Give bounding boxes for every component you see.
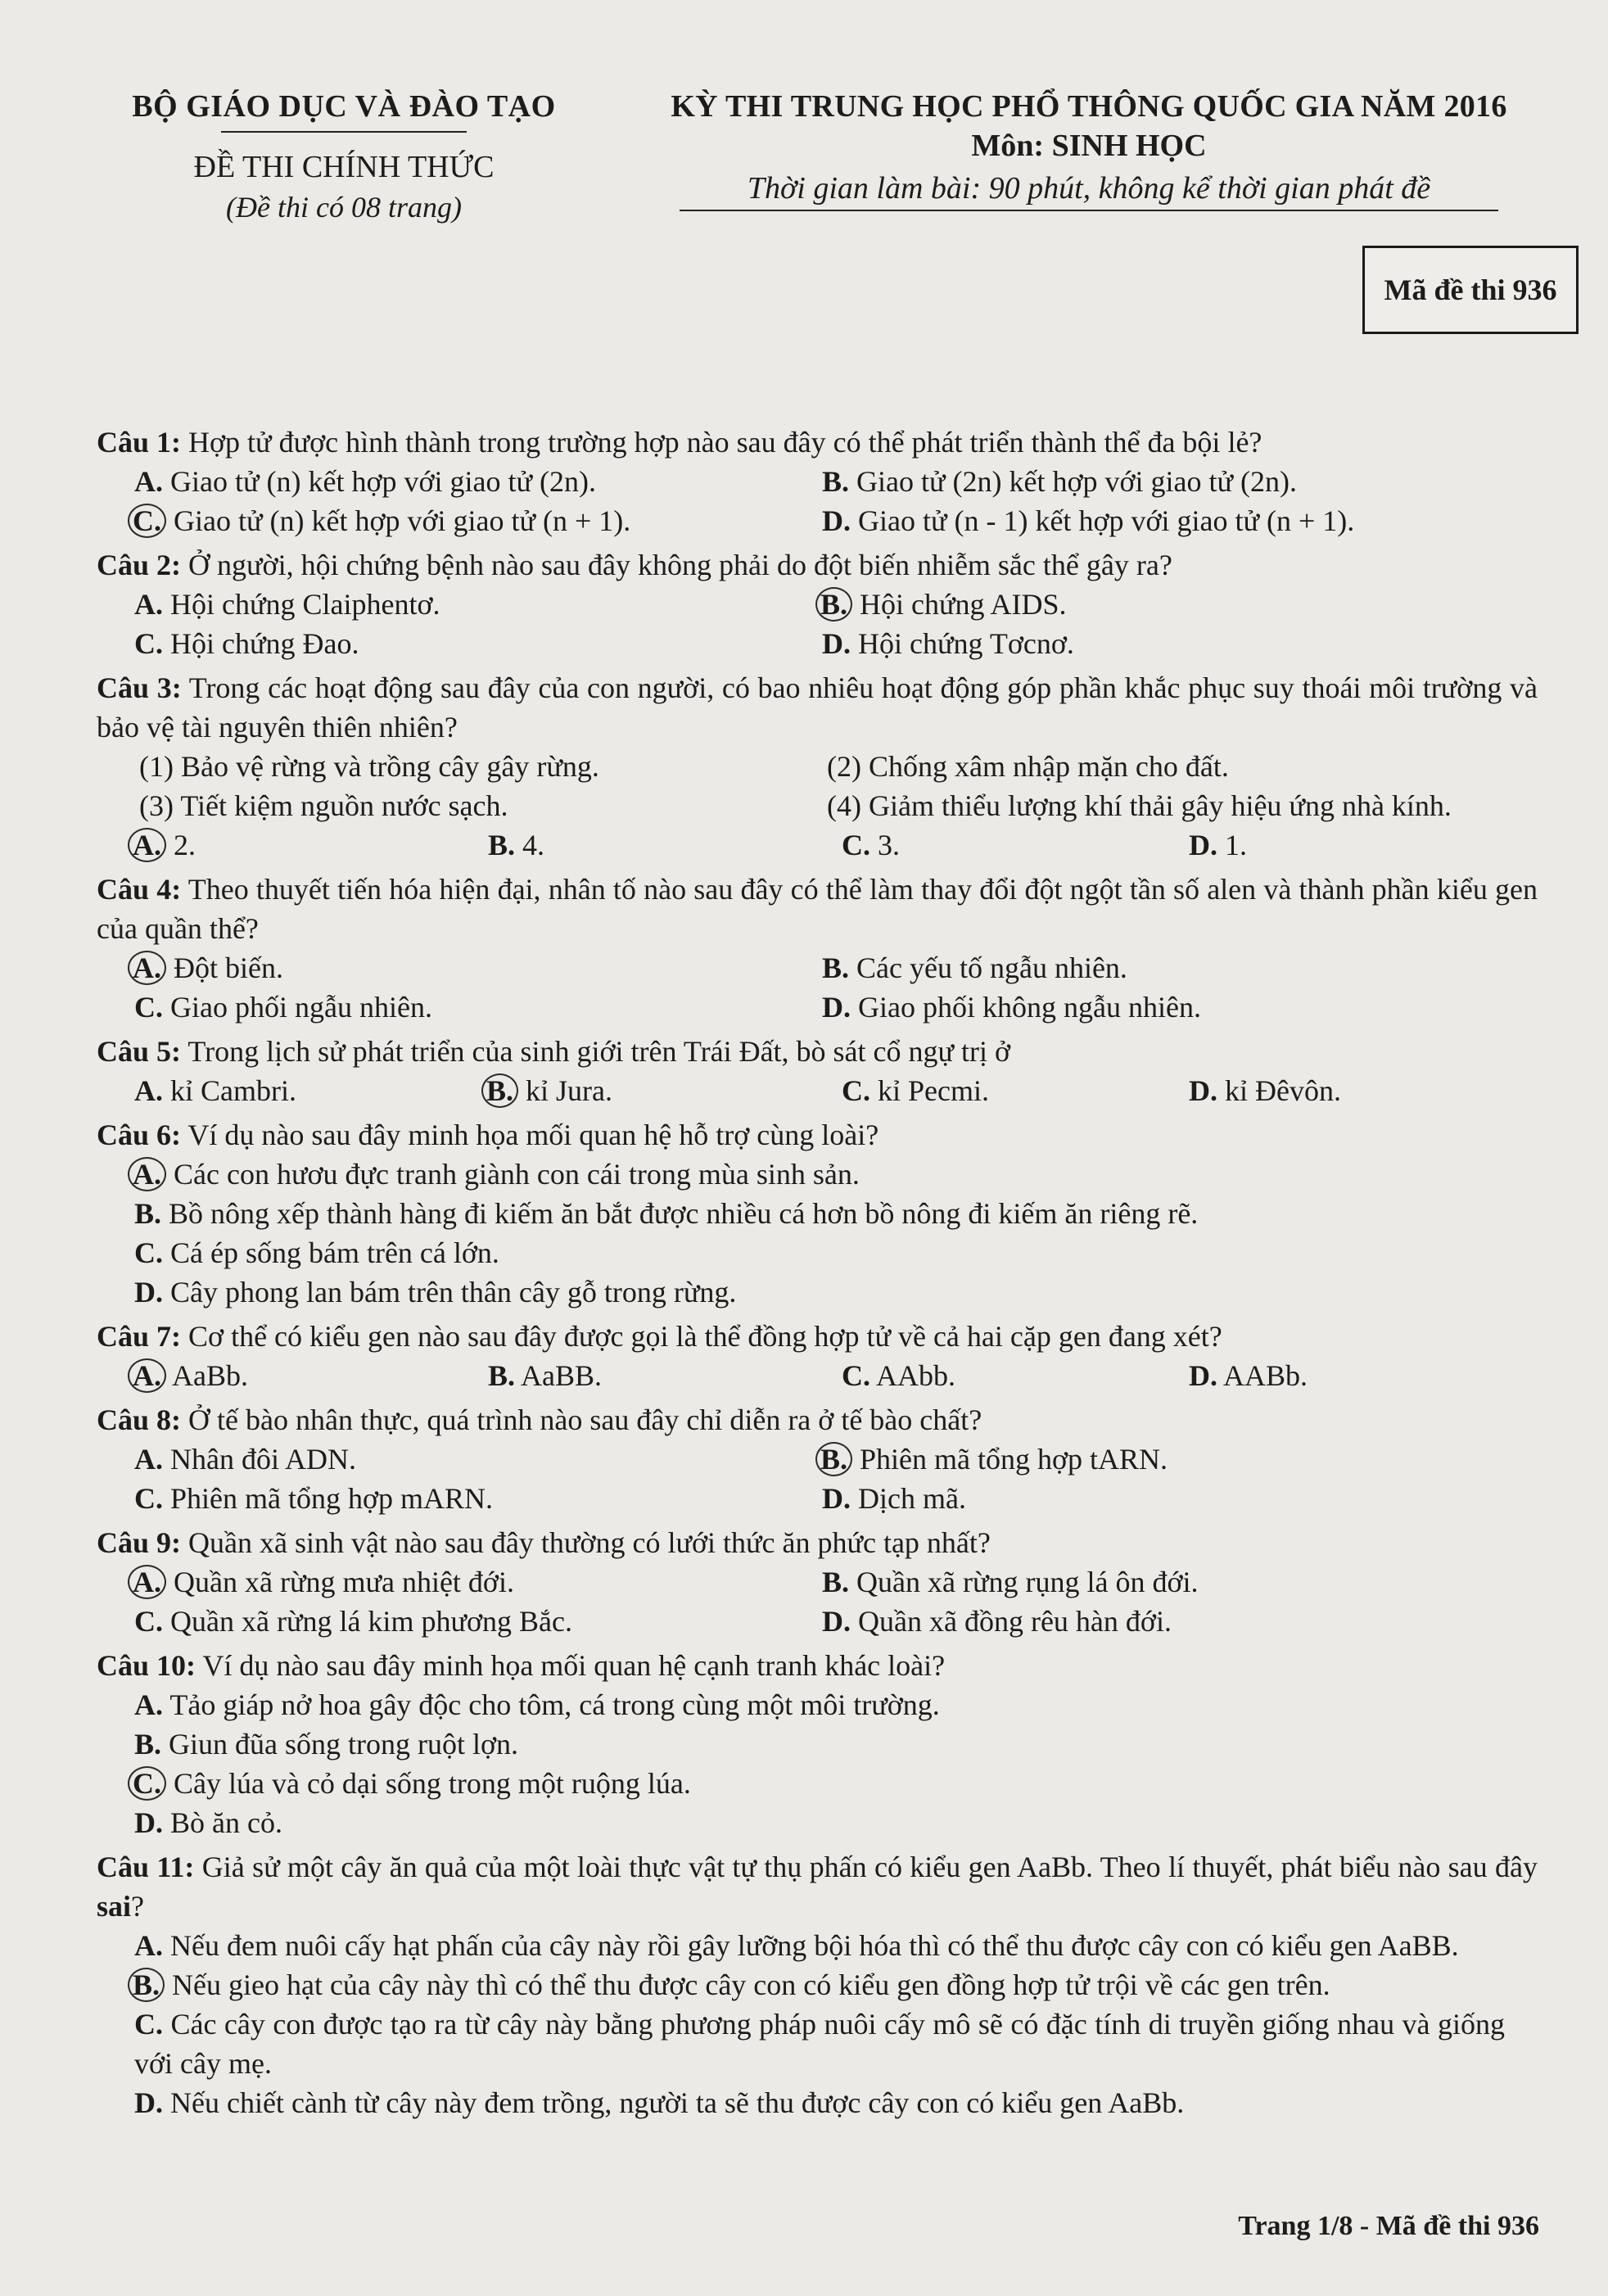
question-7 — [97, 1317, 1538, 1395]
option-d[interactable]: D. AABb. — [1189, 1359, 1308, 1392]
question-number: Câu 1: — [97, 426, 182, 459]
circled-answer-mark: A. — [128, 1157, 166, 1191]
circled-answer-mark: A. — [128, 951, 166, 985]
question-11 — [97, 1847, 1538, 2122]
question-number: Câu 6: — [97, 1119, 182, 1151]
options — [97, 1071, 1538, 1110]
option-d[interactable]: D. Bò ăn cỏ. — [134, 1806, 282, 1839]
question-text: Ở tế bào nhân thực, quá trình nào sau đây chỉ diễn ra ở tế bào chất? — [188, 1403, 982, 1436]
circled-answer-mark: A. — [128, 1565, 166, 1599]
exam-code-box: Mã đề thi 936 — [1362, 246, 1579, 334]
question-stem — [97, 423, 1538, 462]
circled-answer-mark: C. — [128, 1766, 166, 1801]
question-6 — [97, 1115, 1538, 1312]
options — [97, 462, 1538, 540]
option-c[interactable]: C. Giao tử (n) kết hợp với giao tử (n + 1). — [134, 501, 812, 540]
option-c[interactable]: C. Quần xã rừng lá kim phương Bắc. — [134, 1605, 572, 1638]
options — [97, 585, 1538, 663]
options — [97, 1926, 1538, 2122]
circled-answer-mark: B. — [815, 1442, 852, 1476]
option-d[interactable]: D. Dịch mã. — [822, 1482, 966, 1515]
question-text: Ví dụ nào sau đây minh họa mối quan hệ hỗ trợ cùng loài? — [187, 1119, 879, 1151]
option-d[interactable]: D. Giao phối không ngẫu nhiên. — [822, 991, 1201, 1024]
ministry-underline — [221, 131, 467, 133]
option-a[interactable]: A. Tảo giáp nở hoa gây độc cho tôm, cá trong cùng một môi trường. — [134, 1688, 940, 1721]
option-a[interactable]: A. Hội chứng Claiphentơ. — [134, 588, 440, 621]
option-d[interactable]: D. Quần xã đồng rêu hàn đới. — [822, 1605, 1172, 1638]
option-b[interactable]: B. Nếu gieo hạt của cây này thì có thể thu được cây con có kiểu gen đồng hợp tử trội về các gen trên. — [134, 1965, 1505, 2004]
circled-answer-mark: C. — [128, 504, 166, 538]
option-c[interactable]: C. Hội chứng Đao. — [134, 627, 359, 660]
circled-answer-mark: B. — [128, 1968, 165, 2002]
option-c[interactable]: C. Cây lúa và cỏ dại sống trong một ruộng lúa. — [134, 1764, 1505, 1803]
question-stem — [97, 1115, 1538, 1155]
question-stem — [97, 1032, 1538, 1071]
option-b[interactable]: B. Hội chứng AIDS. — [822, 585, 1538, 624]
option-b[interactable]: B. Quần xã rừng rụng lá ôn đới. — [822, 1566, 1199, 1598]
option-a[interactable]: A. Các con hươu đực tranh giành con cái trong mùa sinh sản. — [134, 1155, 1505, 1194]
statement-3: (3) Tiết kiệm nguồn nước sạch. — [139, 789, 508, 822]
option-c[interactable]: C. Cá ép sống bám trên cá lớn. — [134, 1236, 499, 1269]
ministry-name: BỘ GIÁO DỤC VÀ ĐÀO TẠO — [132, 89, 556, 124]
duration-underline — [680, 210, 1498, 211]
page-footer: Trang 1/8 - Mã đề thi 936 — [1238, 2211, 1539, 2241]
question-text: Quần xã sinh vật nào sau đây thường có lưới thức ăn phức tạp nhất? — [188, 1526, 991, 1559]
option-c[interactable]: C. Các cây con được tạo ra từ cây này bằng phương pháp nuôi cấy mô sẽ có đặc tính di truyền giống nhau và giống với cây mẹ. — [134, 2008, 1506, 2080]
question-text: Trong các hoạt động sau đây của con người, có bao nhiêu hoạt động góp phần khắc phục suy thoái môi trường và bảo vệ tài nguyên thiên nhiên? — [97, 671, 1538, 743]
circled-answer-mark: A. — [128, 828, 166, 862]
option-d[interactable]: D. Hội chứng Tơcnơ. — [822, 627, 1074, 660]
question-1 — [97, 423, 1538, 540]
option-d[interactable]: D. Nếu chiết cành từ cây này đem trồng, người ta sẽ thu được cây con có kiểu gen AaBb. — [134, 2086, 1185, 2119]
question-8 — [97, 1400, 1538, 1518]
question-4 — [97, 870, 1538, 1027]
option-a[interactable]: A. Đột biến. — [134, 948, 812, 988]
statements — [97, 747, 1538, 825]
option-b[interactable]: B. Bồ nông xếp thành hàng đi kiếm ăn bắt được nhiều cá hơn bồ nông đi kiếm ăn riêng rẽ. — [134, 1197, 1199, 1230]
question-text: Ví dụ nào sau đây minh họa mối quan hệ cạnh tranh khác loài? — [202, 1649, 946, 1682]
option-b[interactable]: B. AaBB. — [488, 1359, 603, 1392]
question-number: Câu 3: — [97, 671, 182, 704]
option-b[interactable]: B. kỉ Jura. — [488, 1071, 832, 1110]
statement-4: (4) Giảm thiểu lượng khí thải gây hiệu ứng nhà kính. — [827, 789, 1452, 822]
question-stem — [97, 545, 1538, 585]
question-2 — [97, 545, 1538, 663]
question-10 — [97, 1646, 1538, 1842]
option-c[interactable]: C. 3. — [842, 829, 900, 861]
header-left — [98, 88, 589, 224]
options — [97, 1356, 1538, 1395]
option-a[interactable]: A. Quần xã rừng mưa nhiệt đới. — [134, 1562, 812, 1602]
options — [97, 1440, 1538, 1518]
question-text: Cơ thể có kiểu gen nào sau đây được gọi là thể đồng hợp tử về cả hai cặp gen đang xét? — [188, 1320, 1222, 1353]
question-stem — [97, 1646, 1538, 1685]
question-list — [97, 423, 1538, 2127]
circled-answer-mark: B. — [481, 1073, 518, 1108]
question-stem — [97, 1523, 1538, 1562]
options — [97, 1685, 1538, 1842]
option-b[interactable]: B. Giao tử (2n) kết hợp với giao tử (2n). — [822, 465, 1298, 498]
question-number: Câu 9: — [97, 1526, 182, 1559]
option-b[interactable]: B. 4. — [488, 829, 545, 861]
option-c[interactable]: C. AAbb. — [842, 1359, 956, 1392]
options — [97, 1155, 1538, 1312]
header-right — [622, 88, 1556, 211]
official-exam-label: ĐỀ THI CHÍNH THỨC — [193, 150, 495, 184]
question-text: Trong lịch sử phát triển của sinh giới trên Trái Đất, bò sát cổ ngự trị ở — [187, 1035, 1011, 1068]
exam-duration: Thời gian làm bài: 90 phút, không kể thời gian phát đề — [747, 171, 1431, 206]
option-c[interactable]: C. kỉ Pecmi. — [842, 1074, 989, 1107]
option-a[interactable]: A. AaBb. — [134, 1356, 478, 1395]
question-number: Câu 10: — [97, 1649, 196, 1682]
statement-2: (2) Chống xâm nhập mặn cho đất. — [827, 750, 1229, 783]
option-c[interactable]: C. Phiên mã tổng hợp mARN. — [134, 1482, 494, 1515]
question-text: Giả sử một cây ăn quả của một loài thực vật tự thụ phấn có kiểu gen AaBb. Theo lí thuyết, phát biểu nào sau đây — [201, 1851, 1538, 1883]
question-number: Câu 4: — [97, 873, 182, 906]
page-count-note: (Đề thi có 08 trang) — [226, 191, 462, 224]
options — [97, 1562, 1538, 1641]
question-number: Câu 8: — [97, 1403, 182, 1436]
option-b[interactable]: B. Các yếu tố ngẫu nhiên. — [822, 951, 1127, 984]
option-d[interactable]: D. Giao tử (n - 1) kết hợp với giao tử (n + 1). — [822, 504, 1355, 537]
question-9 — [97, 1523, 1538, 1641]
question-number: Câu 7: — [97, 1320, 182, 1353]
question-number: Câu 2: — [97, 549, 182, 581]
question-stem — [97, 1317, 1538, 1356]
question-3 — [97, 668, 1538, 865]
question-number: Câu 5: — [97, 1035, 182, 1068]
option-a[interactable]: A. kỉ Cambri. — [134, 1074, 296, 1107]
option-a[interactable]: A. 2. — [134, 825, 478, 865]
question-text: Theo thuyết tiến hóa hiện đại, nhân tố nào sau đây có thể làm thay đổi đột ngột tần số alen và thành phần kiểu gen của quần thể? — [97, 873, 1538, 945]
question-stem — [97, 1400, 1538, 1440]
option-b[interactable]: B. Phiên mã tổng hợp tARN. — [822, 1440, 1538, 1479]
question-text: Hợp tử được hình thành trong trường hợp nào sau đây có thể phát triển thành thể đa bội lẻ? — [188, 426, 1262, 459]
question-stem — [97, 668, 1538, 747]
option-d[interactable]: D. Cây phong lan bám trên thân cây gỗ trong rừng. — [134, 1276, 737, 1308]
circled-answer-mark: B. — [815, 587, 852, 621]
question-number: Câu 11: — [97, 1851, 195, 1883]
option-d[interactable]: D. 1. — [1189, 829, 1247, 861]
option-a[interactable]: A. Giao tử (n) kết hợp với giao tử (2n). — [134, 465, 596, 498]
option-a[interactable]: A. Nếu đem nuôi cấy hạt phấn của cây này rồi gây lưỡng bội hóa thì có thể thu được cây con có kiểu gen AaBB. — [134, 1929, 1459, 1962]
options — [97, 948, 1538, 1027]
options — [97, 825, 1538, 865]
question-stem: Câu 11: Giả sử một cây ăn quả của một loài thực vật tự thụ phấn có kiểu gen AaBb. Theo lí thuyết, phát biểu nào sau đây sai? — [97, 1851, 1538, 1923]
question-emphasis: sai — [97, 1890, 132, 1923]
circled-answer-mark: A. — [128, 1358, 166, 1393]
exam-title: KỲ THI TRUNG HỌC PHỔ THÔNG QUỐC GIA NĂM 2016 — [671, 89, 1507, 124]
question-stem — [97, 870, 1538, 948]
question-text: Ở người, hội chứng bệnh nào sau đây không phải do đột biến nhiễm sắc thể gây ra? — [188, 549, 1172, 581]
statement-1: (1) Bảo vệ rừng và trồng cây gây rừng. — [139, 750, 599, 783]
option-d[interactable]: D. kỉ Đêvôn. — [1189, 1074, 1341, 1107]
option-a[interactable]: A. Nhân đôi ADN. — [134, 1443, 356, 1476]
question-5 — [97, 1032, 1538, 1110]
exam-subject: Môn: SINH HỌC — [971, 129, 1207, 163]
option-c[interactable]: C. Giao phối ngẫu nhiên. — [134, 991, 432, 1024]
option-b[interactable]: B. Giun đũa sống trong ruột lợn. — [134, 1728, 519, 1760]
